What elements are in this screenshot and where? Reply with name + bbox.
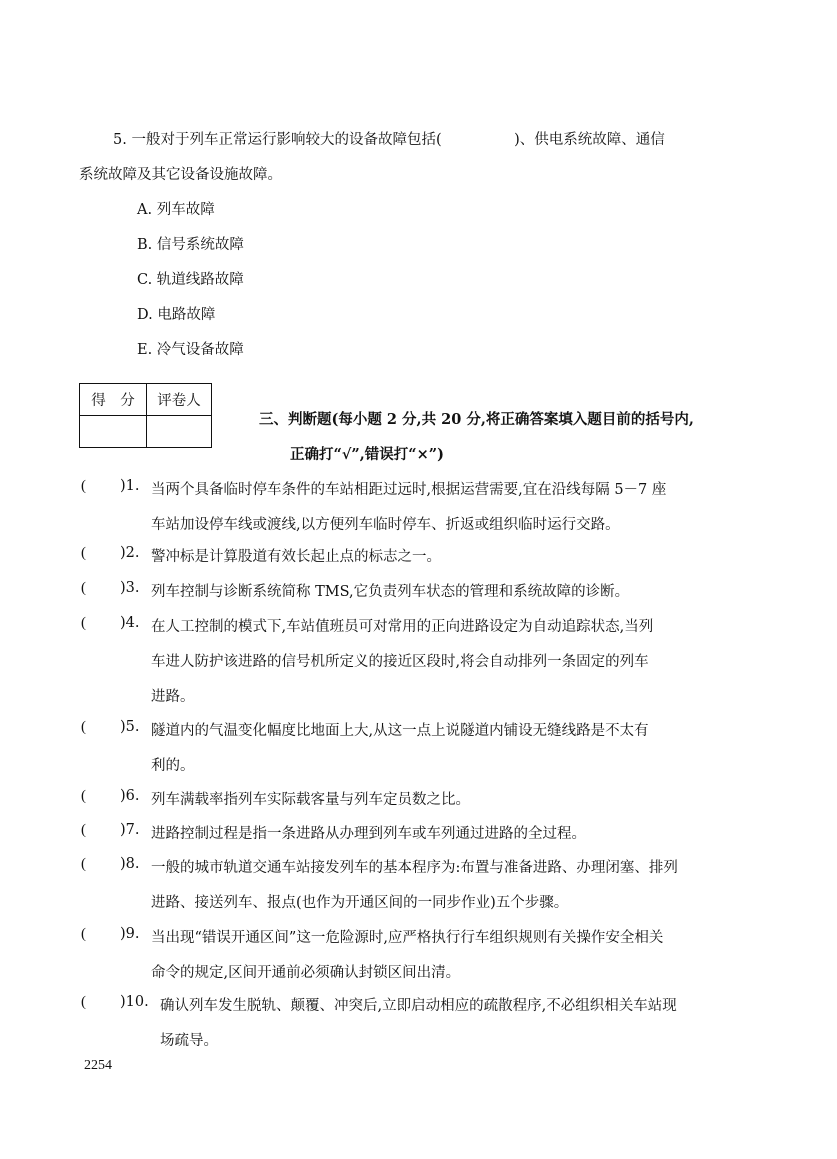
- item-number: )4.: [120, 615, 140, 631]
- score-table: [79, 383, 212, 448]
- item-text: 车站加设停车线或渡线,以方便列车临时停车、折返或组织临时运行交路。: [151, 517, 620, 533]
- item-text: 警冲标是计算股道有效长起止点的标志之一。: [151, 549, 441, 565]
- item-text: 列车控制与诊断系统简称 TMS,它负责列车状态的管理和系统故障的诊断。: [151, 584, 630, 600]
- answer-bracket: (: [81, 719, 86, 735]
- item-text: 在人工控制的模式下,车站值班员可对常用的正向进路设定为自动追踪状态,当列: [151, 619, 654, 635]
- answer-bracket: (: [81, 856, 86, 872]
- section3-heading-line1: 三、判断题(每小题 2 分,共 20 分,将正确答案填入题目前的括号内,: [259, 411, 694, 428]
- q5-option-c: C. 轨道线路故障: [137, 272, 244, 288]
- q5-option-e: E. 冷气设备故障: [137, 342, 244, 358]
- item-text: 利的。: [151, 758, 195, 774]
- q5-line2: 系统故障及其它设备设施故障。: [79, 167, 282, 183]
- answer-bracket: (: [81, 788, 86, 804]
- section3-heading-line2: 正确打“√”,错误打“×”): [290, 446, 444, 463]
- q5-line1: 5. 一般对于列车正常运行影响较大的设备故障包括( )、供电系统故障、通信: [113, 132, 665, 148]
- q5-option-a: A. 列车故障: [137, 202, 215, 218]
- answer-bracket: (: [81, 615, 86, 631]
- item-text: 一般的城市轨道交通车站接发列车的基本程序为:布置与准备进路、办理闭塞、排列: [151, 860, 678, 876]
- item-number: )2.: [120, 545, 140, 561]
- item-number: )9.: [120, 926, 140, 942]
- score-header: 得 分: [80, 384, 147, 416]
- q5-option-b: B. 信号系统故障: [137, 237, 244, 253]
- page-number: 2254: [84, 1058, 112, 1073]
- item-number: )10.: [120, 994, 149, 1010]
- item-number: )5.: [120, 719, 140, 735]
- score-cell: [80, 416, 147, 448]
- answer-bracket: (: [81, 580, 86, 596]
- item-text: 进路。: [151, 689, 195, 705]
- answer-bracket: (: [81, 822, 86, 838]
- item-number: )1.: [120, 478, 140, 494]
- grader-cell: [147, 416, 212, 448]
- item-text: 确认列车发生脱轨、颠覆、冲突后,立即启动相应的疏散程序,不必组织相关车站现: [160, 998, 677, 1014]
- item-text: 进路控制过程是指一条进路从办理到列车或车列通过进路的全过程。: [151, 826, 586, 842]
- item-number: )7.: [120, 822, 140, 838]
- item-text: 场疏导。: [160, 1033, 218, 1049]
- item-text: 进路、接送列车、报点(也作为开通区间的一同步作业)五个步骤。: [151, 895, 569, 911]
- q5-option-d: D. 电路故障: [137, 307, 216, 323]
- item-text: 当两个具备临时停车条件的车站相距过远时,根据运营需要,宜在沿线每隔 5－7 座: [151, 482, 667, 498]
- grader-header: 评卷人: [147, 384, 212, 416]
- answer-bracket: (: [81, 926, 86, 942]
- answer-bracket: (: [81, 994, 86, 1010]
- item-number: )8.: [120, 856, 140, 872]
- answer-bracket: (: [81, 545, 86, 561]
- item-text: 隧道内的气温变化幅度比地面上大,从这一点上说隧道内铺设无缝线路是不太有: [151, 723, 649, 739]
- item-text: 命令的规定,区间开通前必须确认封锁区间出清。: [151, 965, 461, 981]
- item-text: 列车满载率指列车实际载客量与列车定员数之比。: [151, 792, 470, 808]
- item-text: 车进人防护该进路的信号机所定义的接近区段时,将会自动排列一条固定的列车: [151, 654, 649, 670]
- answer-bracket: (: [81, 478, 86, 494]
- item-number: )3.: [120, 580, 140, 596]
- item-text: 当出现“错误开通区间”这一危险源时,应严格执行行车组织规则有关操作安全相关: [151, 930, 664, 946]
- item-number: )6.: [120, 788, 140, 804]
